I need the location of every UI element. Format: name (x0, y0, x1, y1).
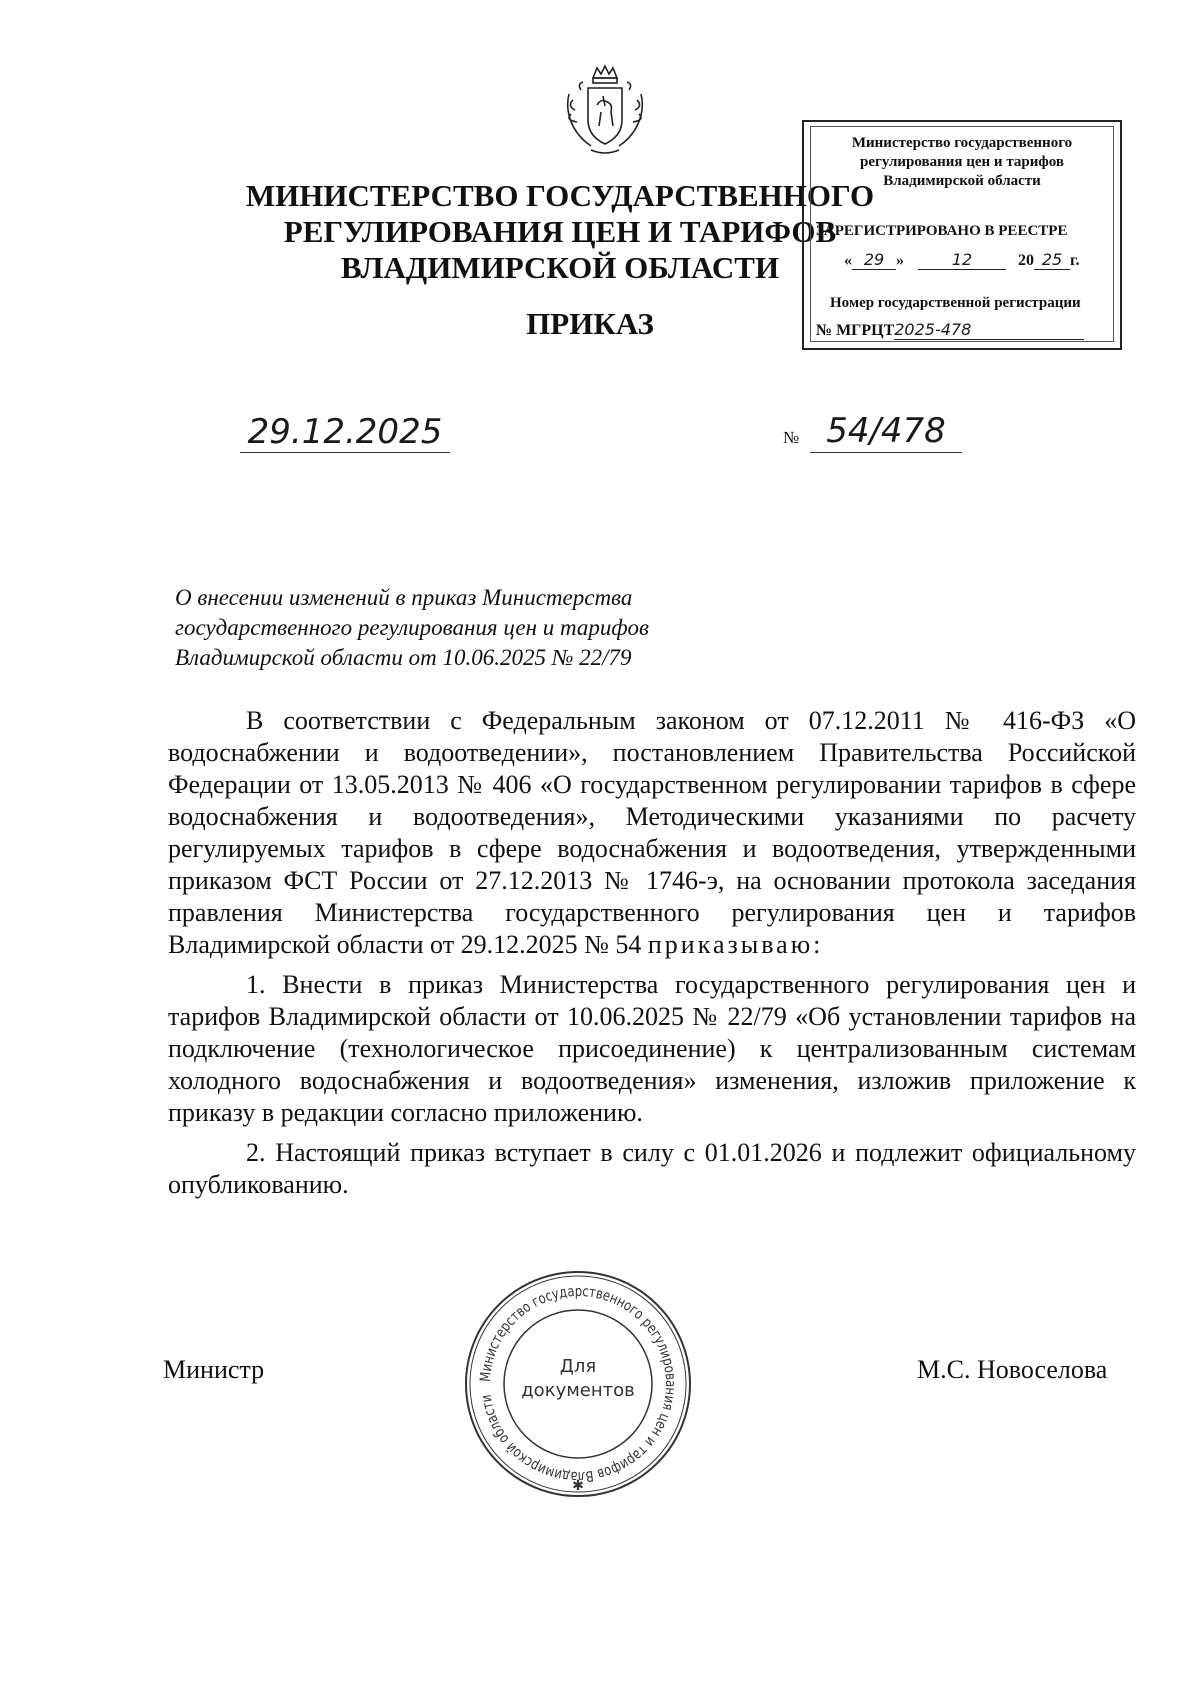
seal-star: ✱ (572, 1479, 584, 1494)
registry-stamp-number-label: Номер государственной регистрации (830, 295, 1081, 311)
order-number: 54/478 (810, 410, 962, 453)
registry-date-year-prefix: 20 (1018, 252, 1034, 269)
date-close-quote: » (896, 252, 904, 269)
header-line: ВЛАДИМИРСКОЙ ОБЛАСТИ (340, 250, 780, 285)
date-open-quote: « (844, 252, 852, 269)
registry-stamp-ministry (808, 134, 1116, 191)
order-subject (175, 583, 695, 673)
registry-stamp (802, 120, 1122, 350)
subject-line: Владимирской области от 10.06.2025 № 22/79 (175, 645, 632, 670)
registry-number-value: 2025-478 (894, 320, 1084, 340)
registry-date-year-suffix: 25 (1034, 250, 1070, 270)
seal-center-line: документов (521, 1380, 635, 1401)
registry-stamp-ministry-line: Владимирской области (883, 173, 1041, 189)
seal-center-text (503, 1355, 653, 1403)
signatory-name: М.С. Новоселова (917, 1355, 1108, 1384)
registry-stamp-registered-label: ЗАРЕГИСТРИРОВАНО В РЕЕСТРЕ (816, 223, 1068, 239)
header-line: МИНИСТЕРСТВО ГОСУДАРСТВЕННОГО (245, 178, 875, 213)
registry-stamp-date (844, 250, 1112, 270)
subject-line: государственного регулирования цен и тарифов (175, 615, 649, 640)
order-item-1: 1. Внести в приказ Министерства государственного регулирования цен и тарифов Владимирской области от 10.06.2025 № 22/79 «Об установлении тарифов на подключение (технологическое присоединение) к централизованным системам холодного водоснабжения и водоотведения» изменения, изложив приложение к приказу в редакции согласно приложению. (168, 970, 1136, 1127)
order-date: 29.12.2025 (240, 412, 450, 453)
registry-date-suffix: г. (1070, 252, 1080, 269)
registry-date-day: 29 (852, 250, 896, 270)
ministry-header (240, 178, 880, 286)
vladimir-region-coat-of-arms-icon (555, 60, 655, 160)
seal-center-line: Для (559, 1356, 597, 1377)
preamble-paragraph (168, 705, 1136, 961)
registry-stamp-ministry-line: регулирования цен и тарифов (860, 154, 1064, 170)
registry-stamp-ministry-line: Министерство государственного (851, 135, 1073, 151)
registry-date-month: 12 (918, 250, 1006, 270)
seal-ring-text: Министерство государственного регулирования цен и тарифов Владимирской области (477, 1283, 679, 1485)
registry-number-prefix: № МГРЦТ (816, 322, 895, 339)
document-type: ПРИКАЗ (526, 306, 654, 341)
order-number-sign: № (783, 428, 800, 447)
signatory-title: Министр (163, 1355, 265, 1384)
preamble-text: В соответствии с Федеральным законом от 07.12.2011 № 416-ФЗ «О водоснабжении и водоотведении», постановлением Правительства Российской Федерации от 13.05.2013 № 406 «О государственном регулировании тарифов в сфере водоснабжения и водоотведения», Методическими указаниями по расчету регулируемых тарифов в сфере водоснабжения и водоотведения, утвержденными приказом ФСТ России от 27.12.2013 № 1746-э, на основании протокола заседания правления Министерства государственного регулирования цен и тарифов Владимирской области от 29.12.2025 № 54 (168, 706, 1136, 959)
order-body (168, 705, 1136, 1209)
header-line: РЕГУЛИРОВАНИЯ ЦЕН И ТАРИФОВ (283, 214, 837, 249)
order-item-2: 2. Настоящий приказ вступает в силу с 01.01.2026 и подлежит официальному опубликованию. (168, 1138, 1136, 1199)
decree-word: приказываю: (647, 930, 824, 959)
subject-line: О внесении изменений в приказ Министерства (175, 585, 633, 610)
registry-stamp-number (816, 320, 1112, 340)
